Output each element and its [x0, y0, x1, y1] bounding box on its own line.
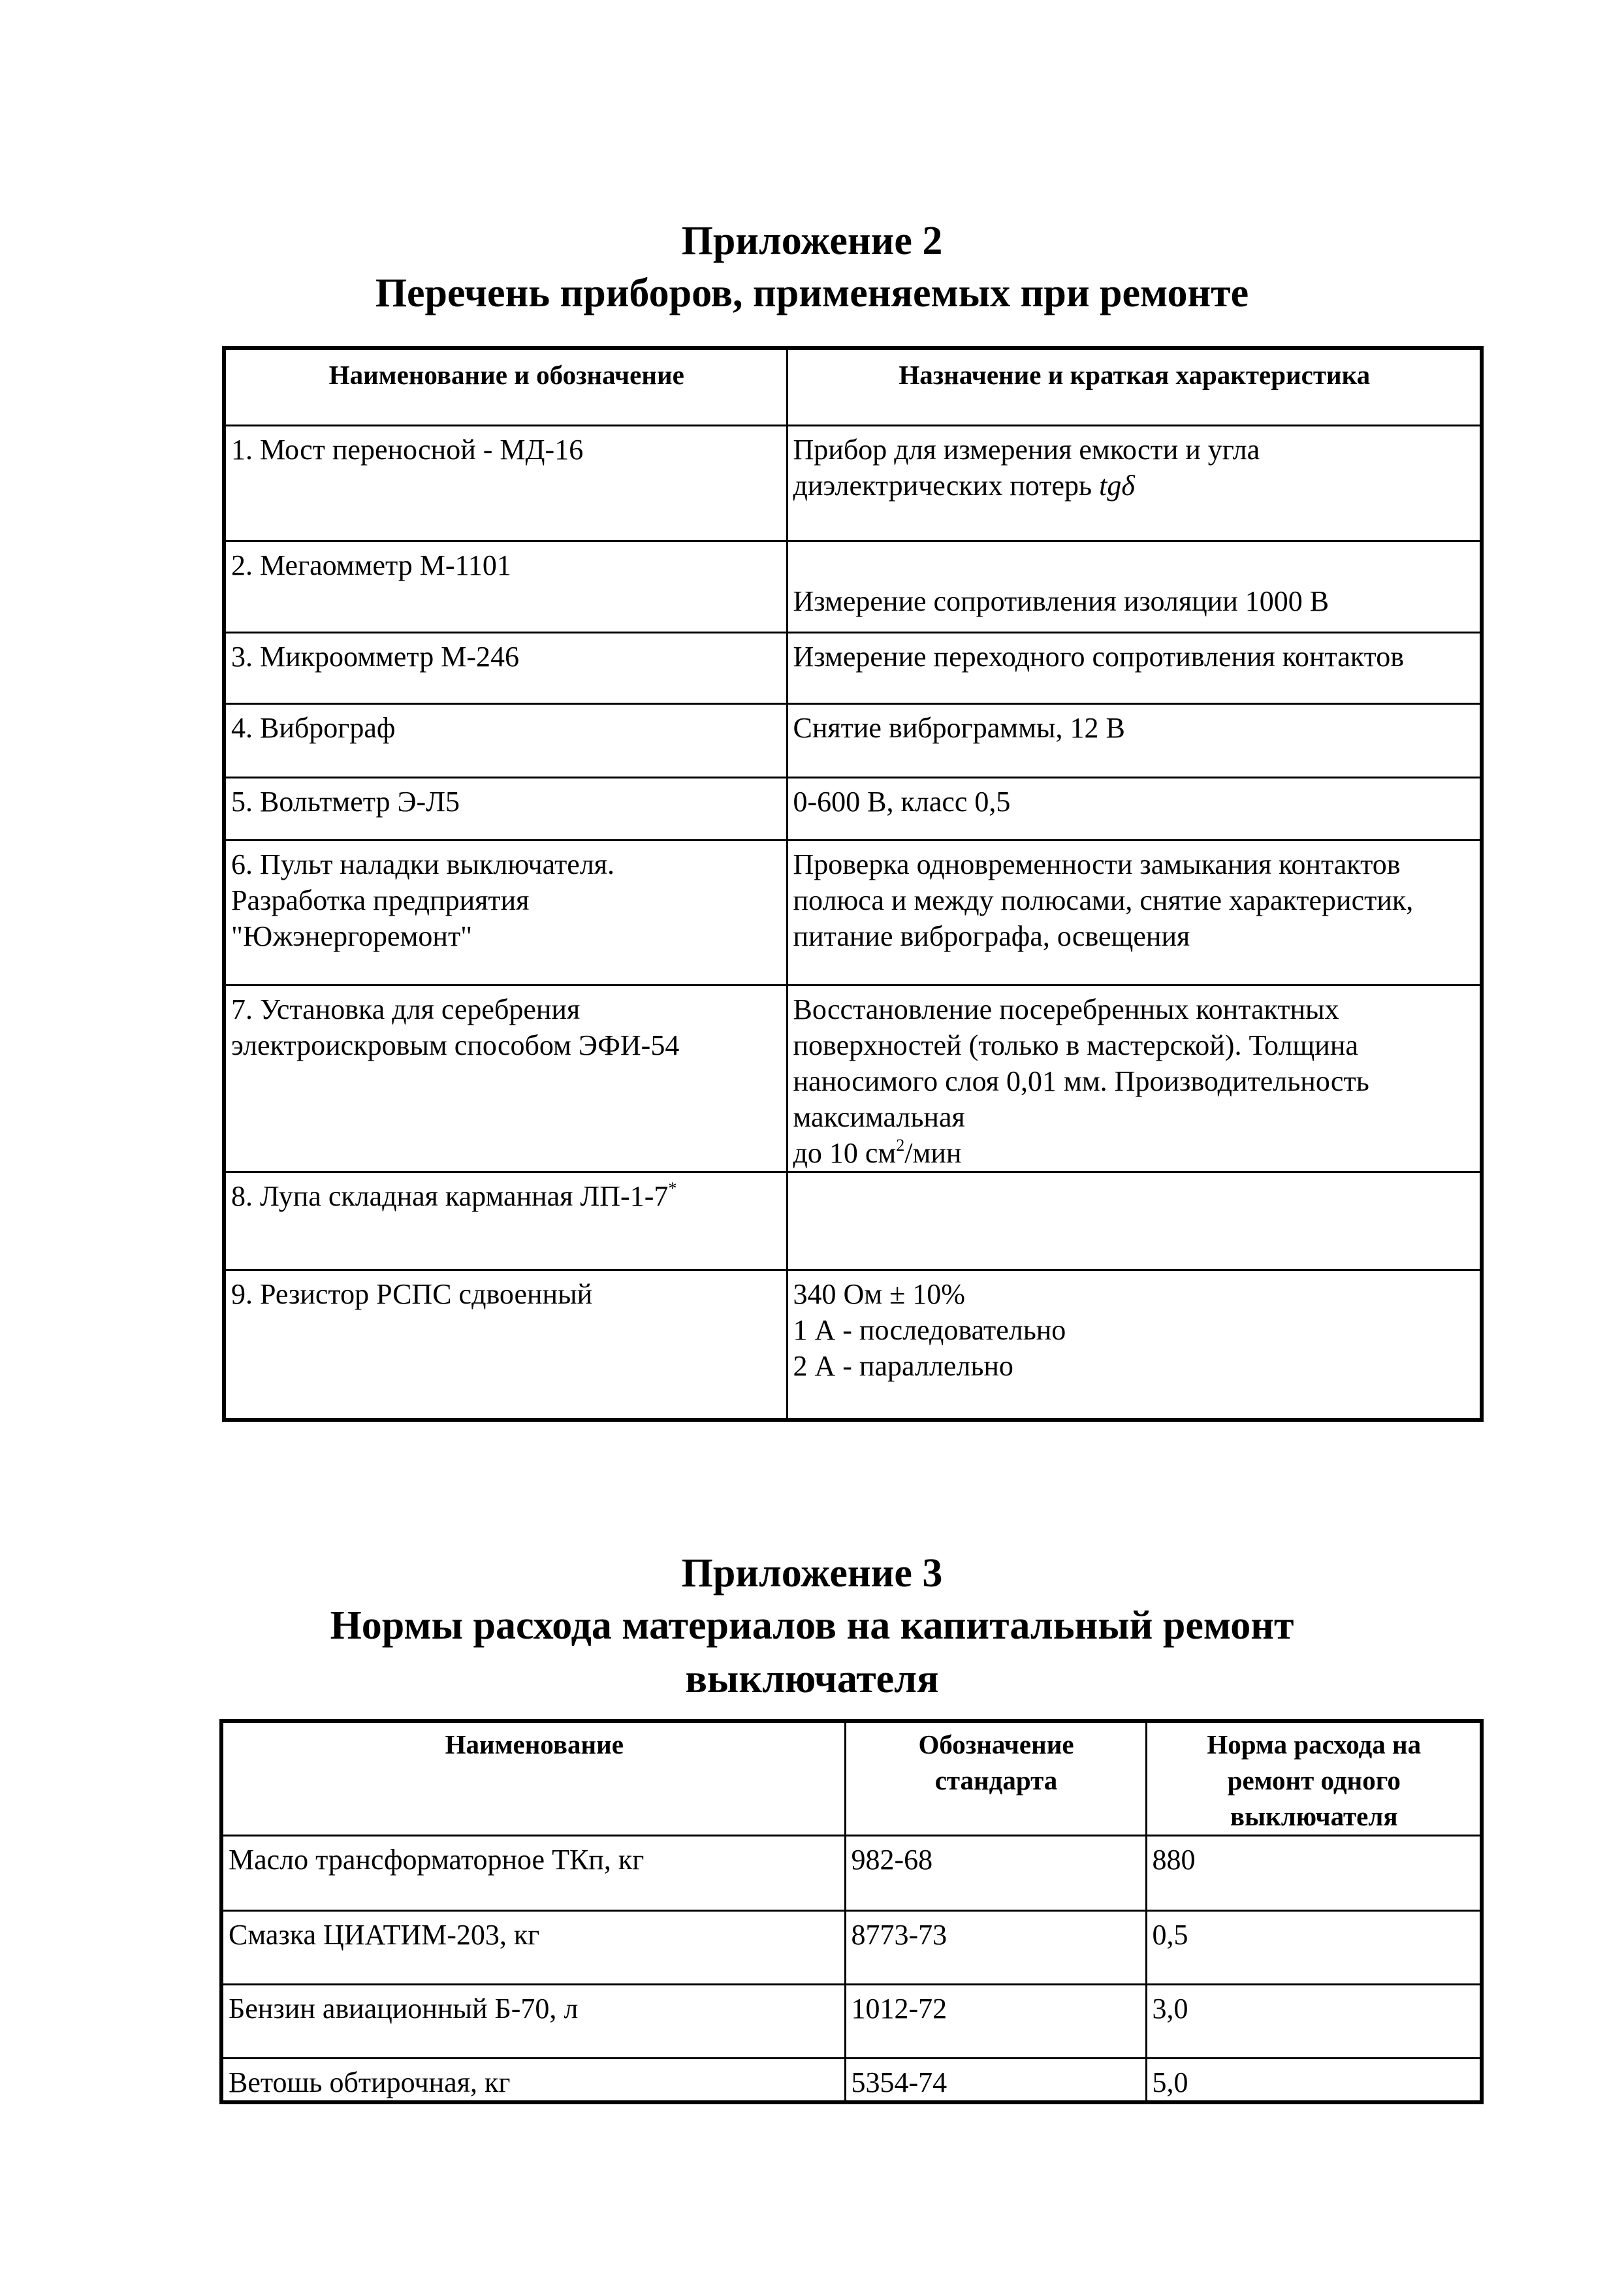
- cell-line: 1. Мост переносной - МД-16: [231, 433, 584, 466]
- appendix2-title: Приложение 2: [681, 219, 943, 263]
- superscript: 2: [896, 1135, 905, 1155]
- table-row: [224, 703, 1482, 777]
- instrument-description: [787, 840, 1482, 985]
- instrument-name: [224, 985, 787, 1172]
- column-header: Наименование и обозначение: [224, 348, 787, 425]
- table-row: [224, 985, 1482, 1172]
- consumption-norm: 0,5: [1146, 1911, 1482, 1985]
- cell-line: 5. Вольтметр Э-Л5: [231, 785, 460, 818]
- materials-table: [219, 1719, 1484, 2104]
- instrument-description: [787, 632, 1482, 703]
- instrument-name: [224, 1172, 787, 1270]
- table-row: [221, 1836, 1482, 1911]
- standard-code: 8773-73: [845, 1911, 1146, 1985]
- cell-line: полюса и между полюсами, снятие характеристик,: [793, 884, 1414, 916]
- instrument-description: [787, 703, 1482, 777]
- cell-line: 2. Мегаомметр М-1101: [231, 549, 511, 581]
- cell-line: 2 А - параллельно: [793, 1349, 1013, 1382]
- instrument-name: [224, 632, 787, 703]
- cell-text: 8. Лупа складная карманная ЛП-1-7: [231, 1179, 669, 1212]
- consumption-norm: 880: [1146, 1836, 1482, 1911]
- cell-line: Разработка предприятия: [231, 884, 530, 916]
- cell-line: Наименование: [445, 1729, 624, 1759]
- table-row: [224, 632, 1482, 703]
- instrument-name: [224, 425, 787, 541]
- table-row: [221, 1985, 1482, 2059]
- cell-line: [793, 1135, 1476, 1171]
- column-header: Назначение и краткая характеристика: [787, 348, 1482, 425]
- table-row: [224, 840, 1482, 985]
- instrument-name: [224, 1270, 787, 1420]
- cell-line: 4. Виброграф: [231, 711, 396, 744]
- column-header: [1146, 1721, 1482, 1836]
- instrument-description: [787, 1172, 1482, 1270]
- material-name: Смазка ЦИАТИМ-203, кг: [221, 1911, 845, 1985]
- cell-line: 9. Резистор РСПС сдвоенный: [231, 1277, 593, 1310]
- table-header-row: [221, 1721, 1482, 1836]
- table-row: [224, 1270, 1482, 1420]
- cell-line: наносимого слоя 0,01 мм. Производительность: [793, 1065, 1369, 1097]
- cell-line: 0-600 В, класс 0,5: [793, 785, 1011, 818]
- table-row: [224, 777, 1482, 840]
- standard-code: 1012-72: [845, 1985, 1146, 2059]
- cell-line: Измерение переходного сопротивления контактов: [793, 640, 1405, 673]
- column-header: [845, 1721, 1146, 1836]
- instrument-name: [224, 840, 787, 985]
- instrument-name: [224, 541, 787, 632]
- instrument-name: [224, 777, 787, 840]
- cell-line: [793, 468, 1476, 504]
- table-row: [224, 425, 1482, 541]
- material-name: Ветошь обтирочная, кг: [221, 2059, 845, 2103]
- cell-line: 3. Микроомметр М-246: [231, 640, 519, 673]
- table-header-row: [224, 348, 1482, 425]
- cell-line: [231, 1178, 782, 1214]
- instrument-name: [224, 703, 787, 777]
- cell-line: Снятие виброграммы, 12 В: [793, 711, 1125, 744]
- table-row: [221, 2059, 1482, 2103]
- cell-line: стандарта: [934, 1765, 1058, 1795]
- cell-text: диэлектрических потерь: [793, 469, 1092, 502]
- footnote-mark: *: [668, 1178, 677, 1198]
- cell-line: поверхностей (только в мастерской). Толщина: [793, 1029, 1358, 1061]
- cell-line: максимальная: [793, 1100, 965, 1133]
- instrument-description: [787, 985, 1482, 1172]
- cell-line: Восстановление посеребренных контактных: [793, 993, 1339, 1025]
- material-name: Масло трансформаторное ТКп, кг: [221, 1836, 845, 1911]
- instrument-description: [787, 777, 1482, 840]
- cell-line: Измерение сопротивления изоляции 1000 В: [793, 585, 1329, 617]
- cell-line: ремонт одного: [1227, 1765, 1401, 1795]
- cell-line: Обозначение: [918, 1729, 1074, 1759]
- cell-line: 7. Установка для серебрения: [231, 993, 581, 1025]
- appendix3-subtitle-line2: выключателя: [685, 1657, 939, 1701]
- appendix3-subtitle-line1: Нормы расхода материалов на капитальный ремонт: [330, 1603, 1294, 1648]
- consumption-norm: 3,0: [1146, 1985, 1482, 2059]
- table-row: [221, 1911, 1482, 1985]
- cell-line: Проверка одновременности замыкания контактов: [793, 848, 1401, 880]
- instruments-table: [222, 346, 1484, 1422]
- consumption-norm: 5,0: [1146, 2059, 1482, 2103]
- cell-line: [793, 547, 1476, 583]
- instrument-description: [787, 541, 1482, 632]
- cell-text: /мин: [904, 1136, 962, 1169]
- standard-code: 5354-74: [845, 2059, 1146, 2103]
- cell-line: выключателя: [1230, 1801, 1398, 1831]
- table-row: [224, 541, 1482, 632]
- column-header: [221, 1721, 845, 1836]
- cell-line: питание вибрографа, освещения: [793, 920, 1190, 952]
- cell-line: "Южэнергоремонт": [231, 920, 473, 952]
- instrument-description: [787, 425, 1482, 541]
- cell-text: до 10 см: [793, 1136, 897, 1169]
- cell-line: 340 Ом ± 10%: [793, 1277, 965, 1310]
- instrument-description: [787, 1270, 1482, 1420]
- cell-line: Норма расхода на: [1207, 1729, 1422, 1759]
- appendix3-title: Приложение 3: [681, 1551, 943, 1595]
- standard-code: 982-68: [845, 1836, 1146, 1911]
- cell-line: Прибор для измерения емкости и угла: [793, 433, 1260, 466]
- cell-line: 1 А - последовательно: [793, 1313, 1066, 1346]
- cell-line: 6. Пульт наладки выключателя.: [231, 848, 615, 880]
- material-name: Бензин авиационный Б-70, л: [221, 1985, 845, 2059]
- table-row: [224, 1172, 1482, 1270]
- tg-delta-symbol: tgδ: [1099, 469, 1135, 502]
- appendix2-subtitle: Перечень приборов, применяемых при ремонте: [375, 271, 1249, 315]
- cell-line: электроискровым способом ЭФИ-54: [231, 1029, 680, 1061]
